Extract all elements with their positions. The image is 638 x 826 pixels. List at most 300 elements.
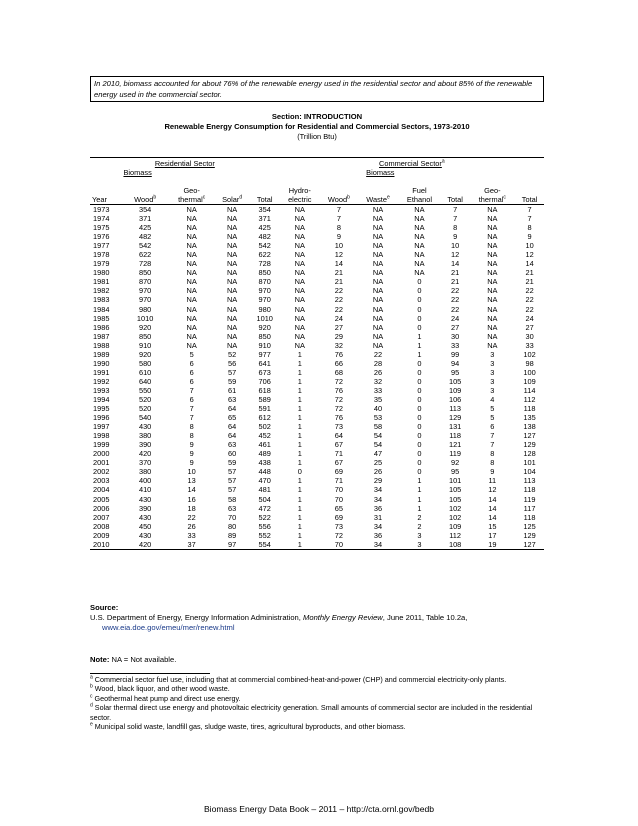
value-cell: 73	[334, 422, 344, 432]
value-cell: 0	[417, 358, 422, 368]
value-cell: 522	[258, 512, 271, 522]
value-cell: 0	[417, 395, 422, 404]
value-cell: NA	[372, 268, 384, 278]
value-cell: 24	[451, 313, 460, 323]
value-cell: NA	[487, 241, 498, 251]
col-res-geothermal: Geo- thermal$^c$	[169, 177, 215, 205]
value-cell: NA	[186, 277, 197, 287]
value-cell: 640	[138, 376, 152, 386]
value-cell: 482	[138, 232, 152, 242]
value-cell: 1	[297, 512, 302, 522]
value-cell: 14	[525, 259, 534, 269]
value-cell: 1	[297, 395, 302, 404]
value-cell: 1	[297, 521, 302, 531]
value-cell: NA	[294, 232, 305, 242]
value-cell: NA	[226, 241, 238, 251]
col-com-wood: Wood$^b$	[320, 177, 358, 205]
value-cell: 12	[451, 250, 460, 260]
value-cell: 102	[448, 512, 462, 522]
value-cell: 7	[490, 431, 495, 441]
value-cell: 920	[138, 322, 152, 332]
value-cell: 73	[334, 521, 344, 531]
value-cell: 482	[258, 232, 271, 242]
value-cell: 10	[334, 241, 344, 251]
value-cell: 728	[138, 259, 152, 269]
value-cell: 870	[138, 277, 152, 287]
value-cell: 552	[258, 530, 271, 540]
value-cell: NA	[186, 286, 197, 296]
value-cell: 420	[138, 449, 152, 459]
value-cell: NA	[186, 259, 197, 269]
source-text: U.S. Department of Energy, Energy Information Administration, Monthly Energy Review, June 2011, Table 10.2a,	[90, 613, 468, 622]
footnote: $^e$ Municipal solid waste, landfill gas, sludge waste, tires, agricultural byproducts, and other biomass.	[90, 721, 406, 732]
value-cell: 47	[373, 449, 383, 459]
value-cell: 12	[525, 250, 534, 260]
value-cell: NA	[372, 250, 384, 260]
value-cell: 16	[187, 494, 196, 504]
table-row	[90, 332, 544, 341]
value-cell: 450	[138, 521, 152, 531]
value-cell: 5	[189, 349, 194, 359]
value-cell: 641	[258, 358, 271, 368]
value-cell: NA	[487, 232, 498, 242]
table-row	[90, 241, 544, 250]
value-cell: NA	[226, 277, 238, 287]
value-cell: 1	[280, 540, 320, 550]
year-cell: 1986	[93, 322, 110, 332]
value-cell: 980	[258, 304, 271, 314]
value-cell: 9	[189, 440, 194, 450]
value-cell: NA	[226, 259, 238, 269]
value-cell: NA	[294, 223, 305, 233]
year-cell: 1975	[93, 223, 110, 233]
value-cell: 371	[258, 214, 271, 224]
value-cell: 22	[334, 295, 344, 305]
value-cell: 34	[373, 494, 383, 504]
value-cell: 14	[488, 503, 497, 513]
value-cell: 9	[189, 449, 194, 459]
value-cell: 3	[417, 530, 422, 540]
value-cell: NA	[487, 322, 498, 332]
footnote-divider	[90, 673, 210, 674]
table-row	[90, 495, 544, 504]
table-row	[90, 513, 544, 522]
table-row	[90, 404, 544, 413]
year-cell: 1991	[93, 367, 110, 377]
value-cell: 1	[297, 431, 302, 441]
col-res-total: Total	[250, 177, 280, 205]
value-cell: 1	[297, 367, 302, 377]
table-row	[90, 431, 544, 440]
value-cell: 36	[373, 503, 383, 513]
value-cell: NA	[186, 295, 197, 305]
footnote: $^a$ Commercial sector fuel use, including that at commercial combined-heat-and-power (CHP) and commercial electricity-only plants.	[90, 674, 507, 684]
value-cell: NA	[186, 214, 197, 224]
value-cell: 32	[373, 376, 383, 386]
value-cell: 25	[373, 458, 383, 468]
value-cell: NA	[226, 340, 238, 350]
value-cell: 128	[523, 449, 536, 459]
value-cell: 98	[525, 358, 534, 368]
source-label: Source:	[90, 603, 119, 612]
value-cell: 26	[373, 467, 383, 477]
value-cell: 470	[258, 476, 271, 486]
footnotes	[90, 675, 552, 731]
value-cell: 1	[297, 449, 302, 459]
value-cell: 113	[523, 476, 536, 486]
value-cell: 1	[417, 349, 422, 359]
value-cell: 119	[523, 494, 536, 504]
value-cell: 452	[258, 431, 271, 441]
year-cell: 1982	[93, 286, 110, 296]
value-cell: 0	[297, 467, 302, 477]
value-cell: 390	[138, 503, 152, 513]
value-cell: 29	[334, 331, 344, 341]
value-cell: 53	[373, 413, 383, 423]
value-cell: 22	[525, 304, 534, 314]
value-cell: NA	[226, 322, 238, 332]
value-cell: 2	[417, 521, 422, 531]
value-cell: 481	[258, 485, 271, 495]
year-cell: 1999	[93, 440, 110, 450]
value-cell: 21	[525, 277, 534, 287]
year-cell: 2004	[93, 485, 110, 495]
value-cell: 138	[523, 422, 536, 432]
value-cell: 59	[227, 458, 237, 468]
value-cell: 68	[334, 367, 344, 377]
value-cell: NA	[226, 313, 238, 323]
value-cell: 0	[417, 367, 422, 377]
value-cell: 14	[488, 512, 497, 522]
year-cell: 1994	[93, 395, 110, 404]
value-cell: NA	[294, 259, 305, 269]
year-cell: 1992	[93, 376, 110, 386]
value-cell: NA	[414, 223, 425, 233]
value-cell: 131	[448, 422, 462, 432]
value-cell: 72	[334, 530, 344, 540]
value-cell: 0	[417, 440, 422, 450]
table-row	[90, 268, 544, 277]
value-cell: NA	[294, 295, 305, 305]
commercial-biomass-header: Biomass	[366, 168, 395, 177]
value-cell: 32	[334, 340, 344, 350]
value-cell: 520	[138, 395, 152, 404]
section-label: Section: INTRODUCTION	[271, 112, 363, 121]
value-cell: 556	[258, 521, 271, 531]
value-cell: 9	[189, 458, 194, 468]
value-cell: NA	[294, 268, 305, 278]
value-cell: 31	[373, 512, 383, 522]
value-cell: 97	[214, 540, 249, 550]
value-cell: NA	[487, 205, 498, 215]
value-cell: 9	[490, 467, 495, 477]
value-cell: NA	[186, 268, 197, 278]
value-cell: 129	[448, 413, 462, 423]
value-cell: 21	[525, 268, 534, 278]
value-cell: 21	[334, 277, 344, 287]
value-cell: 30	[525, 331, 534, 341]
value-cell: NA	[414, 250, 425, 260]
value-cell: 67	[334, 440, 344, 450]
value-cell: NA	[414, 205, 425, 215]
value-cell: NA	[186, 223, 197, 233]
value-cell: 1	[417, 476, 422, 486]
value-cell: 71	[334, 449, 344, 459]
renewable-energy-table	[90, 157, 544, 550]
value-cell: 101	[523, 458, 536, 468]
value-cell: 554	[250, 540, 280, 550]
value-cell: 489	[258, 449, 271, 459]
value-cell: 7	[527, 205, 532, 215]
value-cell: 118	[449, 431, 462, 441]
table-row	[90, 522, 544, 531]
value-cell: 472	[258, 503, 271, 513]
value-cell: 425	[258, 223, 271, 233]
value-cell: 589	[258, 395, 271, 404]
value-cell: 26	[373, 367, 383, 377]
value-cell: 7	[336, 214, 341, 224]
value-cell: NA	[414, 259, 425, 269]
value-cell: 542	[138, 241, 152, 251]
page-footer: Biomass Energy Data Book – 2011 – http://cta.ornl.gov/bedb	[203, 804, 435, 814]
value-cell: 618	[258, 385, 271, 395]
value-cell: 1	[297, 440, 302, 450]
value-cell: 910	[258, 340, 271, 350]
value-cell: 6	[490, 422, 495, 432]
value-cell: NA	[226, 331, 238, 341]
value-cell: 3	[398, 540, 441, 550]
table-row	[90, 476, 544, 485]
value-cell: 1	[297, 422, 302, 432]
value-cell: 57	[227, 467, 237, 477]
table-row	[90, 341, 544, 350]
table-row	[90, 314, 544, 323]
year-cell: 1984	[93, 304, 110, 314]
value-cell: 425	[138, 223, 152, 233]
value-cell: 129	[523, 530, 536, 540]
value-cell: NA	[294, 250, 305, 260]
value-cell: 0	[417, 295, 422, 305]
value-cell: NA	[294, 205, 305, 215]
value-cell: NA	[487, 340, 498, 350]
value-cell: 22	[451, 304, 460, 314]
value-cell: 113	[449, 404, 462, 414]
table-row	[90, 205, 544, 215]
value-cell: 3	[490, 367, 495, 377]
value-cell: NA	[226, 223, 238, 233]
value-cell: 28	[373, 358, 383, 368]
value-cell: 71	[334, 476, 344, 486]
value-cell: 1	[297, 413, 302, 423]
table-row	[90, 377, 544, 386]
value-cell: 1	[417, 485, 422, 495]
value-cell: 3	[490, 358, 495, 368]
value-cell: 13	[187, 476, 196, 486]
value-cell: 504	[258, 494, 271, 504]
value-cell: NA	[186, 232, 197, 242]
value-cell: 102	[448, 503, 462, 513]
note-text: NA = Not available.	[111, 655, 177, 664]
value-cell: 92	[451, 458, 460, 468]
col-com-hydro: Hydro- electric	[280, 177, 320, 205]
value-cell: NA	[226, 250, 238, 260]
value-cell: 63	[227, 440, 237, 450]
value-cell: 95	[451, 467, 460, 477]
value-cell: 11	[488, 476, 497, 486]
value-cell: 420	[121, 540, 168, 550]
value-cell: 6	[189, 376, 194, 386]
value-cell: NA	[487, 286, 498, 296]
value-cell: 728	[258, 259, 271, 269]
value-cell: 33	[187, 530, 196, 540]
value-cell: 64	[227, 422, 237, 432]
value-cell: 24	[525, 313, 534, 323]
value-cell: 105	[448, 376, 462, 386]
value-cell: NA	[186, 304, 197, 314]
value-cell: 612	[258, 413, 271, 423]
table-row	[90, 458, 544, 467]
value-cell: 1	[297, 376, 302, 386]
year-cell: 1987	[93, 331, 110, 341]
value-cell: 34	[373, 521, 383, 531]
value-cell: 63	[227, 395, 237, 404]
value-cell: 502	[258, 422, 271, 432]
value-cell: 52	[227, 349, 237, 359]
value-cell: NA	[294, 304, 305, 314]
year-cell: 1998	[93, 431, 110, 441]
value-cell: 21	[451, 268, 460, 278]
value-cell: 59	[227, 376, 237, 386]
value-cell: 370	[138, 458, 152, 468]
value-cell: 118	[523, 512, 536, 522]
value-cell: 0	[417, 304, 422, 314]
table-row	[90, 368, 544, 377]
value-cell: NA	[487, 268, 498, 278]
value-cell: 1	[297, 349, 302, 359]
value-cell: 8	[527, 223, 532, 233]
value-cell: 76	[334, 385, 344, 395]
value-cell: NA	[226, 232, 238, 242]
source-link[interactable]: www.eia.doe.gov/emeu/mer/renew.html	[102, 623, 235, 632]
value-cell: 1	[297, 458, 302, 468]
value-cell: 3	[490, 376, 495, 386]
callout-text: In 2010, biomass accounted for about 76% of the renewable energy used in the residential sector and about 85% of the renewable energy used in the commercial sector.	[94, 79, 533, 99]
value-cell: 109	[448, 385, 462, 395]
note-label: Note:	[90, 655, 110, 664]
value-cell: 6	[189, 367, 194, 377]
year-cell: 1988	[93, 340, 110, 350]
year-cell: 1973	[93, 205, 110, 215]
value-cell: 21	[334, 268, 344, 278]
value-cell: 70	[334, 485, 344, 495]
value-cell: 354	[138, 205, 152, 215]
value-cell: 33	[373, 385, 383, 395]
value-cell: NA	[372, 331, 384, 341]
value-cell: 8	[490, 449, 495, 459]
value-cell: 7	[527, 214, 532, 224]
value-cell: 109	[523, 376, 536, 386]
value-cell: 410	[138, 485, 152, 495]
value-cell: 1	[297, 476, 302, 486]
value-cell: 430	[138, 494, 152, 504]
table-row	[90, 485, 544, 494]
value-cell: NA	[487, 277, 498, 287]
value-cell: NA	[414, 232, 425, 242]
year-cell: 1979	[93, 259, 110, 269]
year-cell: 1974	[93, 214, 110, 224]
value-cell: NA	[294, 214, 305, 224]
value-cell: NA	[372, 295, 384, 305]
value-cell: 430	[138, 512, 152, 522]
value-cell: 622	[138, 250, 152, 260]
table-row	[90, 413, 544, 422]
value-cell: 14	[334, 259, 344, 269]
footnote: $^c$ Geothermal heat pump and direct use energy.	[90, 693, 241, 703]
value-cell: 1	[297, 485, 302, 495]
value-cell: NA	[487, 214, 498, 224]
value-cell: NA	[487, 304, 498, 314]
value-cell: 69	[334, 512, 344, 522]
value-cell: 9	[527, 232, 532, 242]
value-cell: 26	[187, 521, 196, 531]
year-cell: 1981	[93, 277, 110, 287]
value-cell: 3	[490, 385, 495, 395]
footnote: $^b$ Wood, black liquor, and other wood waste.	[90, 684, 230, 694]
value-cell: 135	[523, 413, 536, 423]
value-cell: 5	[490, 404, 495, 414]
year-cell: 1983	[93, 295, 110, 305]
footnote: $^d$ Solar thermal direct use energy and photovoltaic electricity generation. Small amounts of commercial sector are included in the residential sector.	[90, 702, 533, 722]
value-cell: 95	[451, 367, 460, 377]
year-cell: 1978	[93, 250, 110, 260]
value-cell: NA	[226, 304, 238, 314]
value-cell: 1	[297, 503, 302, 513]
value-cell: 65	[227, 413, 237, 423]
value-cell: 7	[336, 205, 341, 215]
value-cell: 0	[417, 404, 422, 414]
value-cell: 520	[138, 404, 152, 414]
value-cell: NA	[414, 214, 425, 224]
year-cell: 1985	[93, 313, 110, 323]
value-cell: NA	[372, 259, 384, 269]
table-row	[90, 277, 544, 286]
value-cell: NA	[372, 214, 384, 224]
value-cell: 1	[297, 530, 302, 540]
value-cell: 580	[138, 358, 152, 368]
value-cell: 105	[448, 494, 462, 504]
value-cell: 66	[334, 358, 344, 368]
value-cell: 354	[258, 205, 271, 215]
value-cell: 870	[258, 277, 271, 287]
value-cell: 7	[453, 205, 458, 215]
value-cell: NA	[487, 250, 498, 260]
value-cell: NA	[372, 322, 384, 332]
value-cell: 118	[523, 404, 536, 414]
value-cell: 6	[189, 358, 194, 368]
value-cell: 1	[297, 385, 302, 395]
value-cell: 35	[373, 395, 383, 404]
value-cell: 76	[334, 413, 344, 423]
value-cell: 119	[449, 449, 462, 459]
value-cell: 34	[358, 540, 398, 550]
value-cell: 1010	[256, 313, 273, 323]
year-cell: 1997	[93, 422, 110, 432]
value-cell: NA	[294, 331, 305, 341]
value-cell: 70	[320, 540, 358, 550]
value-cell: 850	[138, 268, 152, 278]
value-cell: 850	[138, 331, 152, 341]
value-cell: 19	[470, 540, 516, 550]
